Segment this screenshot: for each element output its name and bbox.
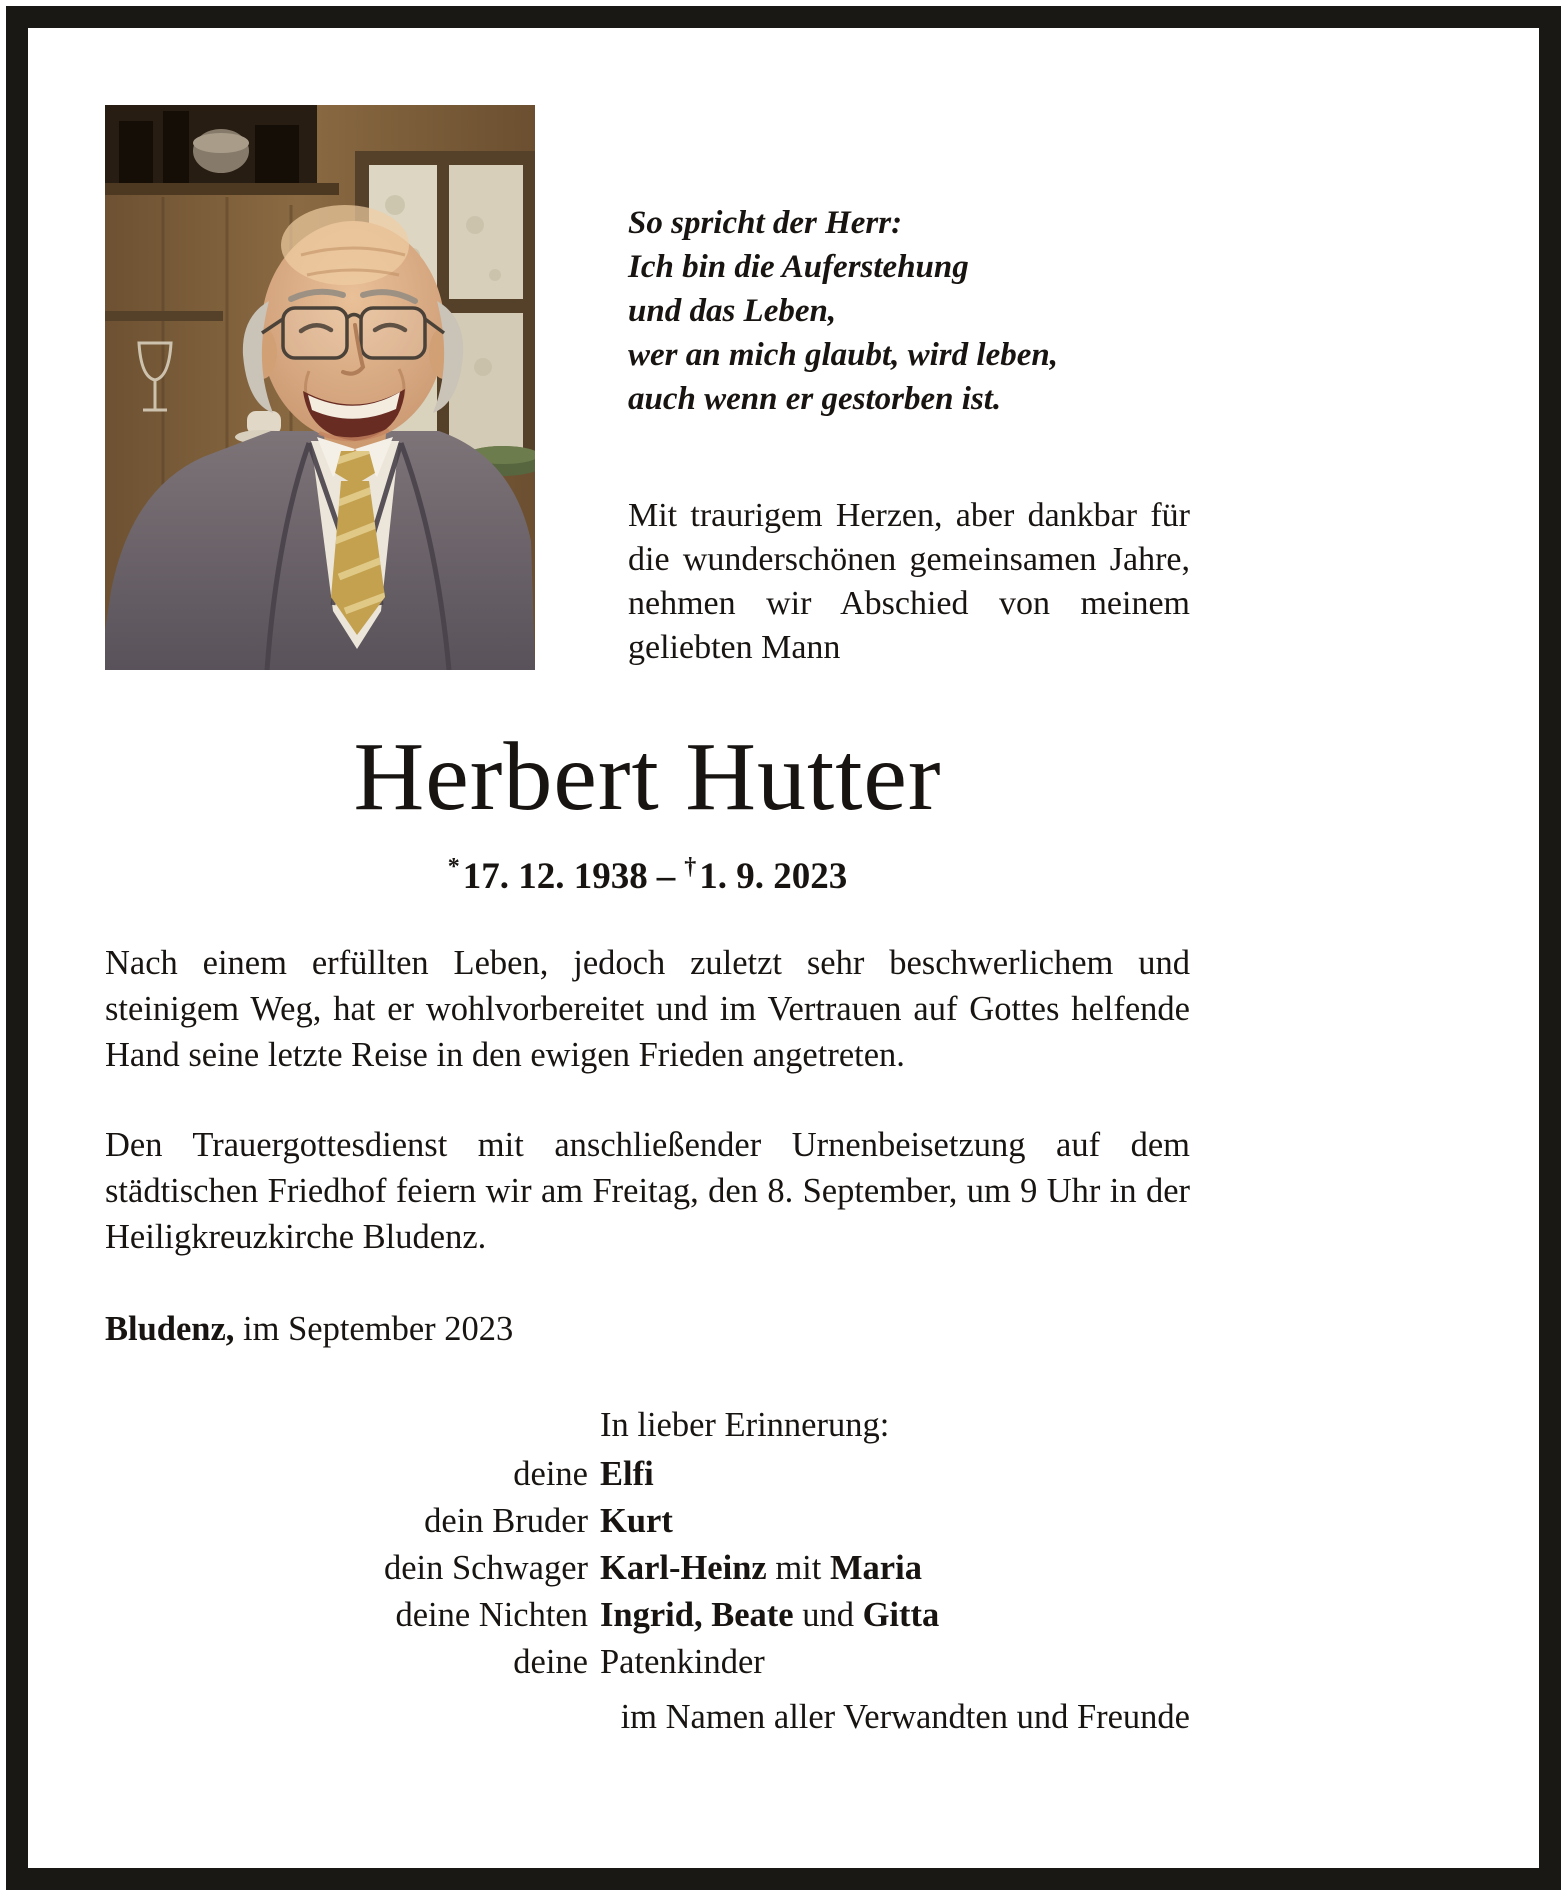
memorial-relation: deine Nichten [395, 1596, 588, 1634]
birth-date: 17. 12. 1938 [462, 856, 648, 897]
memorial-name-text: Patenkinder [600, 1643, 765, 1681]
memorial-name-bold: Ingrid, Beate [600, 1596, 794, 1634]
memorial-relation: deine [513, 1643, 588, 1681]
memorial-name-bold: Gitta [862, 1596, 940, 1634]
quote-line: So spricht der Herr: [628, 205, 903, 241]
memorial-name-bold: Kurt [600, 1502, 673, 1540]
memorial-name-text: mit [766, 1549, 830, 1587]
memorial-names [600, 1639, 1190, 1686]
dates-separator: – [656, 856, 676, 897]
scripture-quote [628, 201, 1190, 421]
deceased-name: Herbert Hutter [353, 723, 942, 831]
portrait-photo-image [105, 105, 535, 670]
death-date: 1. 9. 2023 [699, 856, 848, 897]
memorial-name-bold: Karl-Heinz [600, 1549, 767, 1587]
death-symbol: † [684, 854, 697, 880]
memorial-name-bold: Maria [829, 1549, 922, 1587]
place-name: Bludenz, [105, 1310, 235, 1348]
memorial-names [600, 1592, 1190, 1639]
memorial-relation: dein Schwager [383, 1549, 588, 1587]
memorial-names [600, 1545, 1190, 1592]
memorial-relation: dein Bruder [424, 1502, 588, 1540]
birth-symbol: * [447, 854, 460, 880]
quote-line: wer an mich glaubt, wird leben, [628, 337, 1058, 373]
place-date-line [105, 1306, 1190, 1352]
memorial-names [600, 1498, 1190, 1545]
closing-line: im Namen aller Verwandten und Freunde [620, 1698, 1190, 1736]
memorial-heading: In lieber Erinnerung: [600, 1406, 890, 1444]
place-date-text: im September 2023 [243, 1310, 514, 1348]
top-right-column [628, 105, 1190, 670]
black-frame [6, 6, 1561, 1890]
intro-paragraph: Mit traurigem Herzen, aber dankbar für die wunderschönen gemeinsamen Jahre, nehmen wir Abschied von meinem geliebten Mann [628, 497, 1190, 666]
memorial-relation: deine [513, 1455, 588, 1493]
quote-line: Ich bin die Auferstehung [628, 249, 969, 285]
quote-line: und das Leben, [628, 293, 837, 329]
portrait-photo [105, 105, 535, 670]
memorial-name-text: und [793, 1596, 863, 1634]
obituary-page [105, 105, 1190, 1741]
quote-line: auch wenn er gestorben ist. [628, 381, 1002, 417]
service-paragraph: Den Trauergottesdienst mit anschließender Urnenbeisetzung auf dem städtischen Friedhof feiern wir am Freitag, den 8. September, um 9 Uhr in der Heiligkreuzkirche Bludenz. [105, 1126, 1190, 1256]
obituary-paragraph: Nach einem erfüllten Leben, jedoch zuletzt sehr beschwerlichem und steinigem Weg, hat er wohlvorbereitet und im Vertrauen auf Gottes helfende Hand seine letzte Reise in den ewigen Frieden angetreten. [105, 944, 1190, 1074]
top-section [105, 105, 1190, 670]
life-dates [105, 844, 1190, 900]
memorial-name-bold: Elfi [600, 1455, 654, 1493]
memorial-list [105, 1402, 1190, 1686]
memorial-names [600, 1451, 1190, 1498]
